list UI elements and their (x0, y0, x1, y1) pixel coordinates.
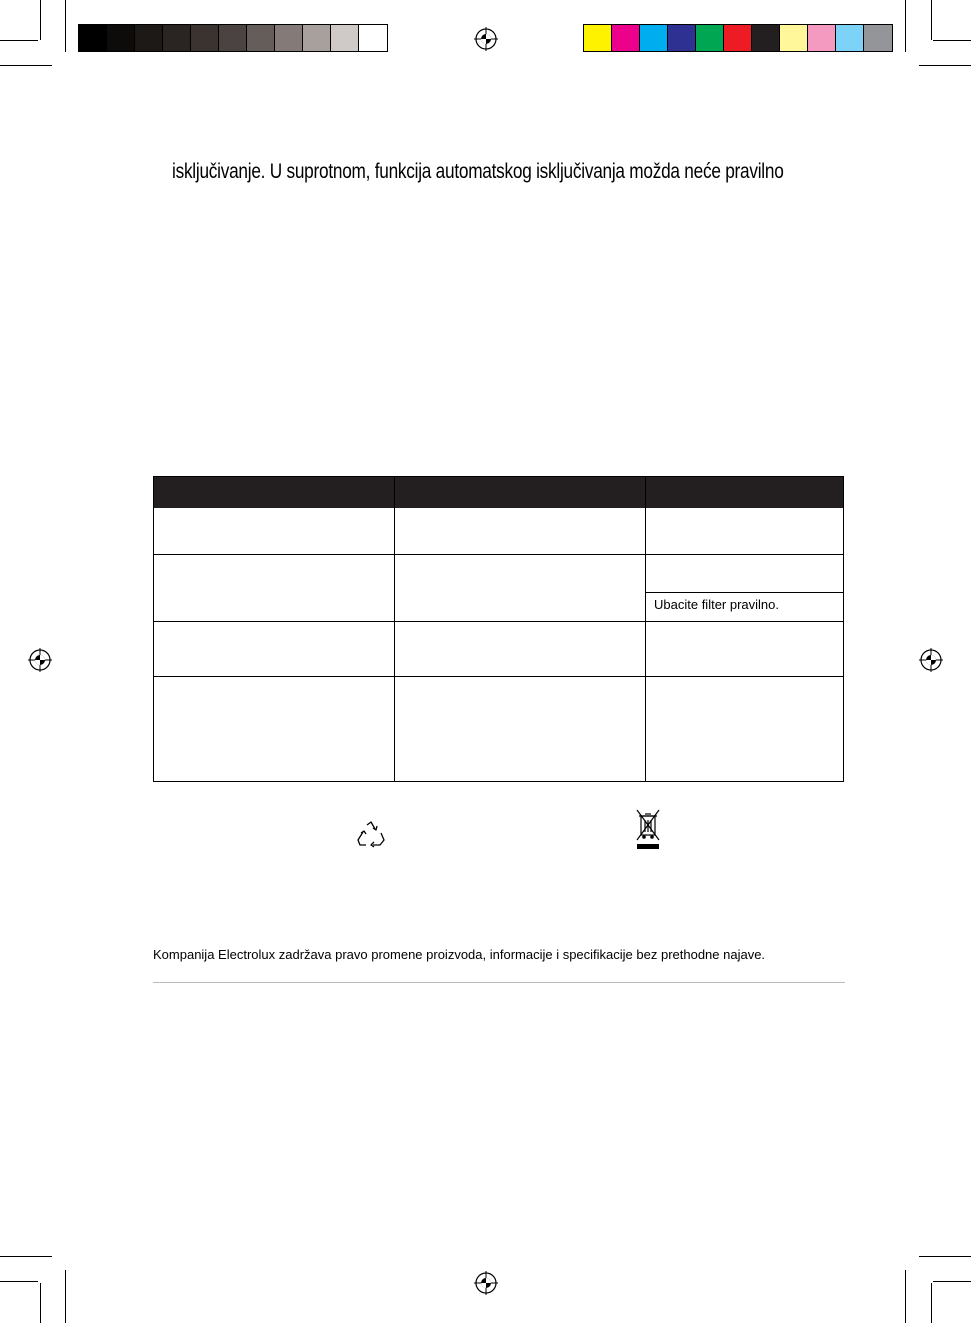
table-header-cell (395, 477, 645, 508)
horizontal-rule (153, 982, 845, 983)
column-divider (645, 477, 646, 781)
color-swatch (191, 25, 219, 51)
color-swatch (836, 25, 864, 51)
registration-mark-icon (474, 27, 498, 51)
crop-mark (933, 1281, 971, 1282)
color-swatch (79, 25, 107, 51)
color-swatch (247, 25, 275, 51)
cmyk-color-bar (583, 24, 893, 52)
color-swatch (612, 25, 640, 51)
color-swatch (668, 25, 696, 51)
crop-mark (40, 0, 41, 40)
color-swatch (864, 25, 892, 51)
crop-mark (931, 0, 932, 40)
crop-mark (0, 40, 38, 41)
crop-mark (919, 65, 971, 66)
recycle-icon (357, 821, 385, 848)
color-swatch (275, 25, 303, 51)
crop-mark (0, 1256, 52, 1257)
column-divider (394, 477, 395, 781)
registration-mark-icon (28, 648, 52, 672)
crop-mark (65, 1270, 66, 1323)
color-swatch (359, 25, 387, 51)
table-header-cell (154, 477, 394, 508)
color-swatch (640, 25, 668, 51)
color-swatch (724, 25, 752, 51)
color-swatch (331, 25, 359, 51)
row-divider (154, 676, 843, 677)
color-swatch (780, 25, 808, 51)
crop-mark (905, 0, 906, 52)
row-divider (154, 621, 843, 622)
grayscale-color-bar (78, 24, 388, 52)
table-header-cell (646, 477, 843, 508)
color-swatch (696, 25, 724, 51)
crop-mark (0, 65, 52, 66)
crop-mark (931, 1283, 932, 1323)
row-divider (154, 554, 843, 555)
color-swatch (135, 25, 163, 51)
crop-mark (919, 1256, 971, 1257)
color-swatch (752, 25, 780, 51)
crop-mark (933, 40, 971, 41)
color-swatch (584, 25, 612, 51)
table-cell-filter-note: Ubacite filter pravilno. (654, 597, 779, 612)
registration-mark-icon (474, 1271, 498, 1295)
crop-mark (40, 1283, 41, 1323)
color-swatch (808, 25, 836, 51)
crop-mark (905, 1270, 906, 1323)
troubleshooting-table (153, 476, 844, 782)
color-swatch (303, 25, 331, 51)
crop-mark (0, 1281, 38, 1282)
row-divider (646, 592, 843, 593)
color-swatch (219, 25, 247, 51)
body-text-line: isključivanje. U suprotnom, funkcija automatskog isključivanja možda neće pravilno (172, 160, 784, 183)
registration-mark-icon (919, 648, 943, 672)
crop-mark (65, 0, 66, 52)
disclaimer-text: Kompanija Electrolux zadržava pravo promene proizvoda, informacije i specifikacije bez prethodne najave. (153, 947, 766, 962)
color-swatch (107, 25, 135, 51)
color-swatch (163, 25, 191, 51)
weee-bin-icon (635, 808, 661, 850)
